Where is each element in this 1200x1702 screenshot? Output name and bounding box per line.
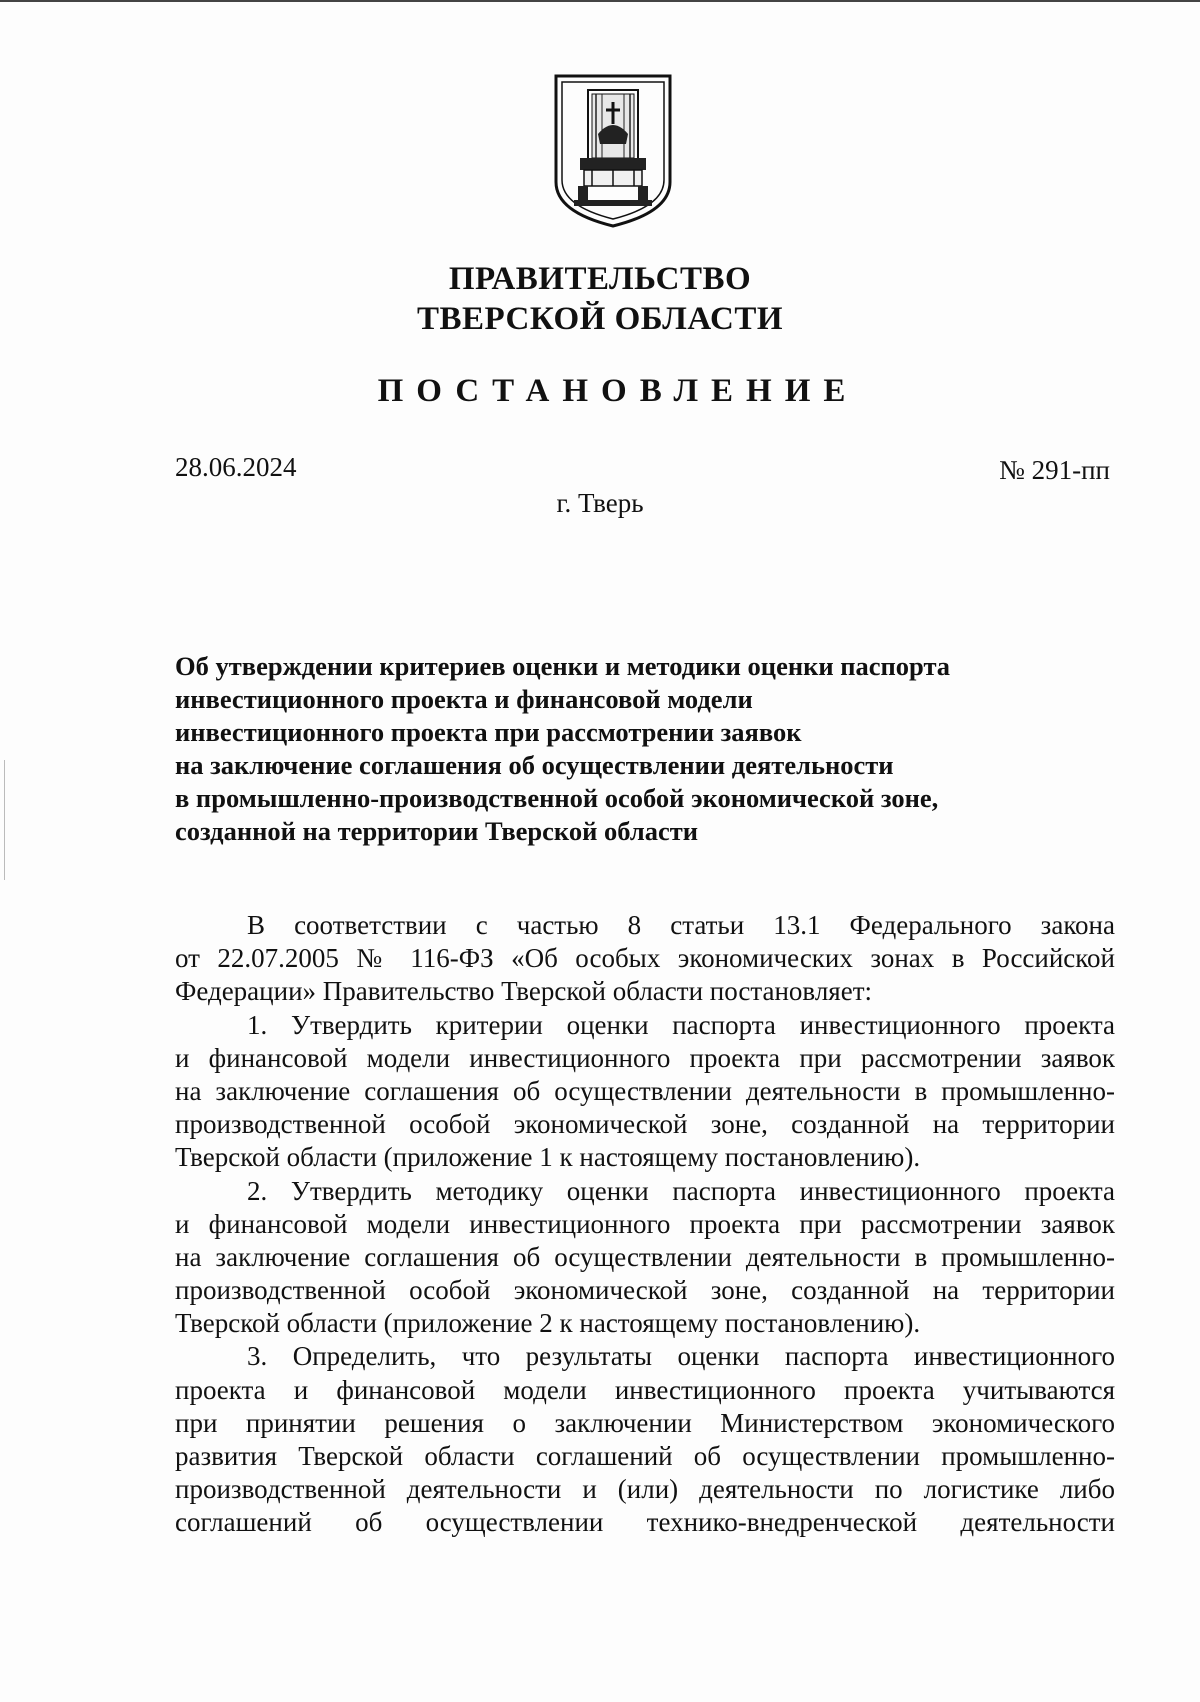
body-line: 2. Утвердить методику оценки паспорта инвестиционного проекта: [247, 1175, 1115, 1206]
document-subject: [175, 650, 1125, 848]
subject-line: в промышленно-производственной особой экономической зоне,: [175, 783, 939, 813]
document-body: [175, 909, 1115, 1540]
scan-edge-left: [4, 760, 5, 880]
document-number: № 291-пп: [999, 455, 1110, 485]
body-line: от 22.07.2005 № 116-ФЗ «Об особых экономических зонах в Российской: [175, 943, 1115, 974]
body-line: Тверской области (приложение 1 к настоящему постановлению).: [175, 1142, 921, 1173]
body-line: 1. Утвердить критерии оценки паспорта инвестиционного проекта: [247, 1009, 1115, 1040]
subject-line: на заключение соглашения об осуществлении деятельности: [175, 750, 894, 780]
body-line: производственной особой экономической зоне, созданной на территории: [175, 1109, 1115, 1140]
tver-coat-of-arms-icon: [552, 72, 674, 230]
subject-line: инвестиционного проекта и финансовой модели: [175, 684, 753, 714]
body-line: при принятии решения о заключении Министерством экономического: [175, 1407, 1115, 1438]
subject-line: Об утверждении критериев оценки и методики оценки паспорта: [175, 651, 951, 681]
body-line: 3. Определить, что результаты оценки паспорта инвестиционного: [247, 1341, 1115, 1372]
body-line: В соответствии с частью 8 статьи 13.1 Федерального закона: [247, 910, 1115, 940]
document-type: ПОСТАНОВЛЕНИЕ: [377, 373, 859, 409]
subject-line: инвестиционного проекта при рассмотрении заявок: [175, 717, 802, 747]
body-line: производственной особой экономической зоне, созданной на территории: [175, 1275, 1115, 1306]
body-line: развития Тверской области соглашений об осуществлении промышленно-: [175, 1441, 1115, 1471]
body-line: Федерации» Правительство Тверской области постановляет:: [175, 976, 873, 1007]
body-line: соглашений об осуществлении технико-внедренческой деятельности: [175, 1507, 1115, 1538]
body-line: на заключение соглашения об осуществлении деятельности в промышленно-: [175, 1075, 1115, 1106]
scan-edge-top: [0, 0, 1200, 2]
body-line: проекта и финансовой модели инвестиционного проекта учитываются: [175, 1374, 1115, 1405]
government-title-line2: ТВЕРСКОЙ ОБЛАСТИ: [416, 301, 784, 337]
government-title-line1: ПРАВИТЕЛЬСТВО: [448, 261, 752, 297]
subject-line: созданной на территории Тверской области: [175, 816, 698, 846]
body-line: Тверской области (приложение 2 к настоящему постановлению).: [175, 1308, 921, 1339]
document-date: 28.06.2024: [175, 452, 297, 482]
document-city: г. Тверь: [556, 488, 644, 518]
body-line: производственной деятельности и (или) деятельности по логистике либо: [175, 1474, 1115, 1505]
body-line: и финансовой модели инвестиционного проекта при рассмотрении заявок: [175, 1042, 1115, 1073]
body-line: и финансовой модели инвестиционного проекта при рассмотрении заявок: [175, 1208, 1115, 1239]
body-line: на заключение соглашения об осуществлении деятельности в промышленно-: [175, 1241, 1115, 1272]
